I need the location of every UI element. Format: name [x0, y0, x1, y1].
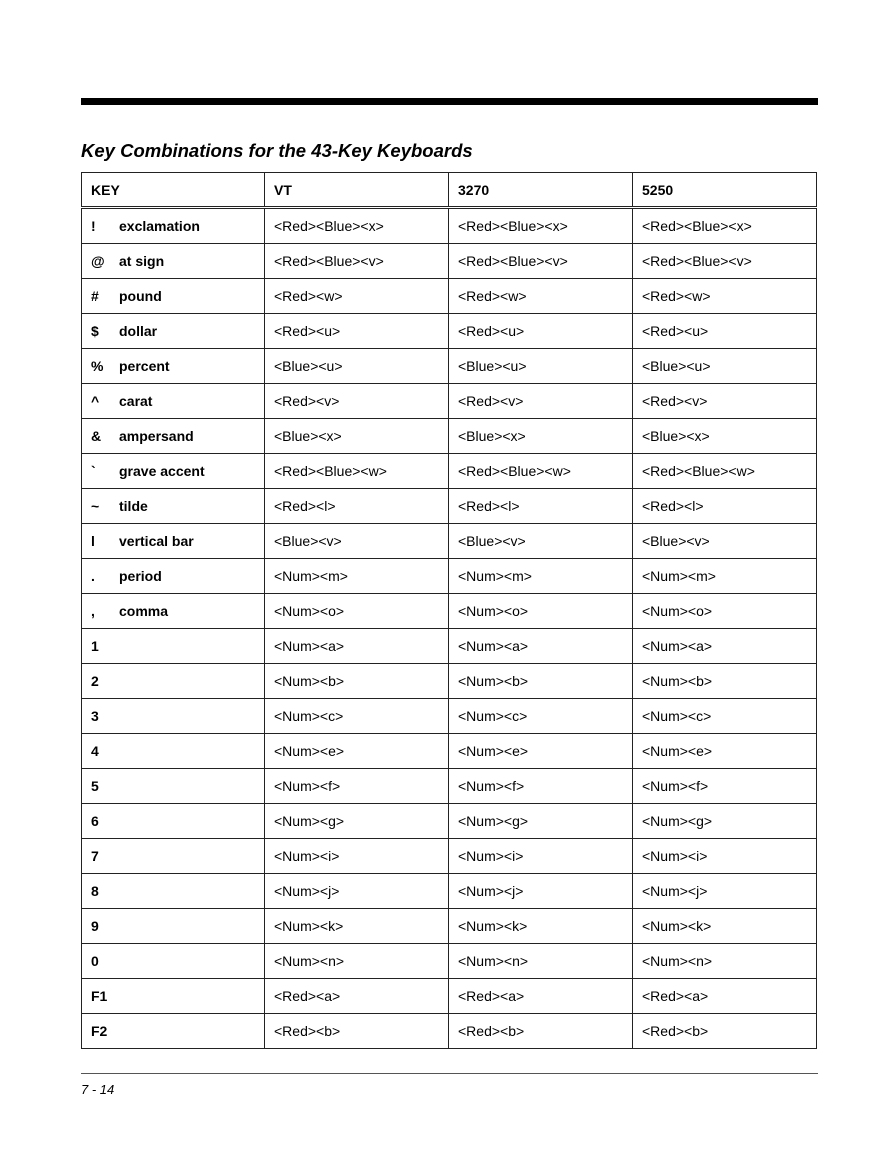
cell-5250: <Num><e> [633, 734, 817, 769]
cell-3270: <Red><b> [449, 1014, 633, 1049]
vt-cell: <Red><v> [265, 384, 449, 419]
key-name: percent [119, 358, 170, 374]
key-symbol: 2 [91, 673, 99, 689]
vt-cell: <Num><k> [265, 909, 449, 944]
key-cell [82, 594, 265, 629]
vt-cell: <Blue><u> [265, 349, 449, 384]
key-cell [82, 1014, 265, 1049]
key-cell [82, 769, 265, 804]
key-symbol: ! [91, 218, 96, 234]
table-row [82, 208, 817, 244]
page-title: Key Combinations for the 43-Key Keyboards [81, 140, 473, 161]
key-cell [82, 699, 265, 734]
key-symbol: & [91, 428, 102, 444]
table-row [82, 279, 817, 314]
key-cell [82, 524, 265, 559]
vt-cell: <Num><i> [265, 839, 449, 874]
key-name: tilde [119, 498, 148, 514]
cell-5250: <Red><u> [633, 314, 817, 349]
key-name: dollar [119, 323, 158, 339]
cell-3270: <Num><j> [449, 874, 633, 909]
cell-3270: <Blue><x> [449, 419, 633, 454]
page-number: 7 - 14 [81, 1082, 115, 1097]
vt-cell: <Red><l> [265, 489, 449, 524]
vt-cell: <Num><j> [265, 874, 449, 909]
vt-cell: <Red><Blue><w> [265, 454, 449, 489]
cell-3270: <Red><Blue><v> [449, 244, 633, 279]
table-row [82, 909, 817, 944]
table-row [82, 1014, 817, 1049]
vt-cell: <Red><Blue><v> [265, 244, 449, 279]
key-symbol: 6 [91, 813, 99, 829]
vt-cell: <Red><b> [265, 1014, 449, 1049]
cell-3270: <Num><m> [449, 559, 633, 594]
key-symbol: , [91, 603, 95, 619]
cell-3270: <Num><n> [449, 944, 633, 979]
key-cell [82, 559, 265, 594]
header-5250: 5250 [633, 173, 817, 208]
vt-cell: <Blue><x> [265, 419, 449, 454]
cell-3270: <Red><v> [449, 384, 633, 419]
cell-5250: <Num><i> [633, 839, 817, 874]
cell-5250: <Num><b> [633, 664, 817, 699]
header-3270: 3270 [449, 173, 633, 208]
top-rule [81, 98, 818, 105]
key-symbol: F2 [91, 1023, 108, 1039]
cell-5250: <Red><b> [633, 1014, 817, 1049]
vt-cell: <Num><o> [265, 594, 449, 629]
cell-3270: <Num><o> [449, 594, 633, 629]
key-symbol: $ [91, 323, 99, 339]
vt-cell: <Num><b> [265, 664, 449, 699]
key-symbol: # [91, 288, 99, 304]
cell-3270: <Num><i> [449, 839, 633, 874]
key-name: carat [119, 393, 153, 409]
table-row [82, 804, 817, 839]
key-cell [82, 664, 265, 699]
cell-5250: <Blue><u> [633, 349, 817, 384]
cell-5250: <Red><v> [633, 384, 817, 419]
vt-cell: <Num><g> [265, 804, 449, 839]
key-cell [82, 734, 265, 769]
key-cell [82, 909, 265, 944]
cell-5250: <Red><l> [633, 489, 817, 524]
cell-5250: <Num><a> [633, 629, 817, 664]
table-row [82, 734, 817, 769]
key-cell [82, 244, 265, 279]
cell-3270: <Num><f> [449, 769, 633, 804]
vt-cell: <Red><w> [265, 279, 449, 314]
cell-3270: <Red><u> [449, 314, 633, 349]
table-row [82, 384, 817, 419]
cell-5250: <Num><n> [633, 944, 817, 979]
cell-3270: <Blue><v> [449, 524, 633, 559]
key-cell [82, 489, 265, 524]
table-row [82, 489, 817, 524]
table-row [82, 314, 817, 349]
key-cell [82, 804, 265, 839]
cell-5250: <Red><Blue><v> [633, 244, 817, 279]
key-symbol: 7 [91, 848, 99, 864]
vt-cell: <Blue><v> [265, 524, 449, 559]
vt-cell: <Num><c> [265, 699, 449, 734]
cell-5250: <Red><Blue><w> [633, 454, 817, 489]
key-cell [82, 419, 265, 454]
cell-3270: <Num><b> [449, 664, 633, 699]
table-row [82, 664, 817, 699]
key-name: period [119, 568, 162, 584]
key-symbol: 3 [91, 708, 99, 724]
key-cell [82, 454, 265, 489]
vt-cell: <Red><u> [265, 314, 449, 349]
cell-5250: <Blue><x> [633, 419, 817, 454]
key-symbol: 4 [91, 743, 99, 759]
key-symbol: 1 [91, 638, 99, 654]
key-cell [82, 208, 265, 244]
key-name: at sign [119, 253, 165, 269]
cell-3270: <Red><Blue><w> [449, 454, 633, 489]
key-symbol: l [91, 533, 95, 549]
key-cell [82, 979, 265, 1014]
cell-5250: <Num><k> [633, 909, 817, 944]
table-row [82, 419, 817, 454]
cell-3270: <Red><l> [449, 489, 633, 524]
key-name: pound [119, 288, 162, 304]
table-row [82, 559, 817, 594]
vt-cell: <Num><n> [265, 944, 449, 979]
cell-5250: <Red><a> [633, 979, 817, 1014]
key-symbol: . [91, 568, 95, 584]
key-symbol: F1 [91, 988, 108, 1004]
bottom-rule [81, 1073, 818, 1074]
table-row [82, 629, 817, 664]
key-cell [82, 279, 265, 314]
key-name: vertical bar [119, 533, 194, 549]
cell-5250: <Num><m> [633, 559, 817, 594]
table-row [82, 454, 817, 489]
table-row [82, 699, 817, 734]
cell-5250: <Red><Blue><x> [633, 208, 817, 244]
key-symbol: 8 [91, 883, 99, 899]
key-cell [82, 384, 265, 419]
table-row [82, 944, 817, 979]
key-symbol: ^ [91, 393, 100, 409]
key-name: grave accent [119, 463, 205, 479]
key-combinations-table [81, 172, 817, 1049]
table-row [82, 244, 817, 279]
table-row [82, 349, 817, 384]
key-cell [82, 314, 265, 349]
table-row [82, 839, 817, 874]
key-name: exclamation [119, 218, 200, 234]
key-cell [82, 839, 265, 874]
table-row [82, 769, 817, 804]
cell-5250: <Num><o> [633, 594, 817, 629]
key-cell [82, 874, 265, 909]
vt-cell: <Num><a> [265, 629, 449, 664]
cell-5250: <Blue><v> [633, 524, 817, 559]
key-symbol: 0 [91, 953, 99, 969]
vt-cell: <Num><f> [265, 769, 449, 804]
vt-cell: <Red><Blue><x> [265, 208, 449, 244]
vt-cell: <Num><m> [265, 559, 449, 594]
vt-cell: <Num><e> [265, 734, 449, 769]
table-row [82, 524, 817, 559]
key-name: comma [119, 603, 169, 619]
cell-5250: <Num><c> [633, 699, 817, 734]
cell-3270: <Red><a> [449, 979, 633, 1014]
key-symbol: 9 [91, 918, 99, 934]
cell-3270: <Num><a> [449, 629, 633, 664]
table-body [82, 208, 817, 1049]
cell-3270: <Num><e> [449, 734, 633, 769]
key-name: ampersand [119, 428, 194, 444]
cell-5250: <Num><f> [633, 769, 817, 804]
key-symbol: ` [91, 463, 96, 479]
cell-3270: <Red><Blue><x> [449, 208, 633, 244]
key-cell [82, 944, 265, 979]
table-row [82, 594, 817, 629]
header-key: KEY [82, 173, 265, 208]
cell-3270: <Num><k> [449, 909, 633, 944]
key-symbol: ~ [91, 498, 100, 514]
cell-3270: <Red><w> [449, 279, 633, 314]
table-row [82, 874, 817, 909]
key-cell [82, 629, 265, 664]
vt-cell: <Red><a> [265, 979, 449, 1014]
key-symbol: @ [91, 253, 105, 269]
header-vt: VT [265, 173, 449, 208]
key-symbol: % [91, 358, 104, 374]
cell-5250: <Num><g> [633, 804, 817, 839]
key-symbol: 5 [91, 778, 99, 794]
cell-3270: <Blue><u> [449, 349, 633, 384]
cell-3270: <Num><c> [449, 699, 633, 734]
cell-5250: <Num><j> [633, 874, 817, 909]
table-row [82, 979, 817, 1014]
table-header-row [82, 173, 817, 208]
cell-3270: <Num><g> [449, 804, 633, 839]
cell-5250: <Red><w> [633, 279, 817, 314]
key-cell [82, 349, 265, 384]
